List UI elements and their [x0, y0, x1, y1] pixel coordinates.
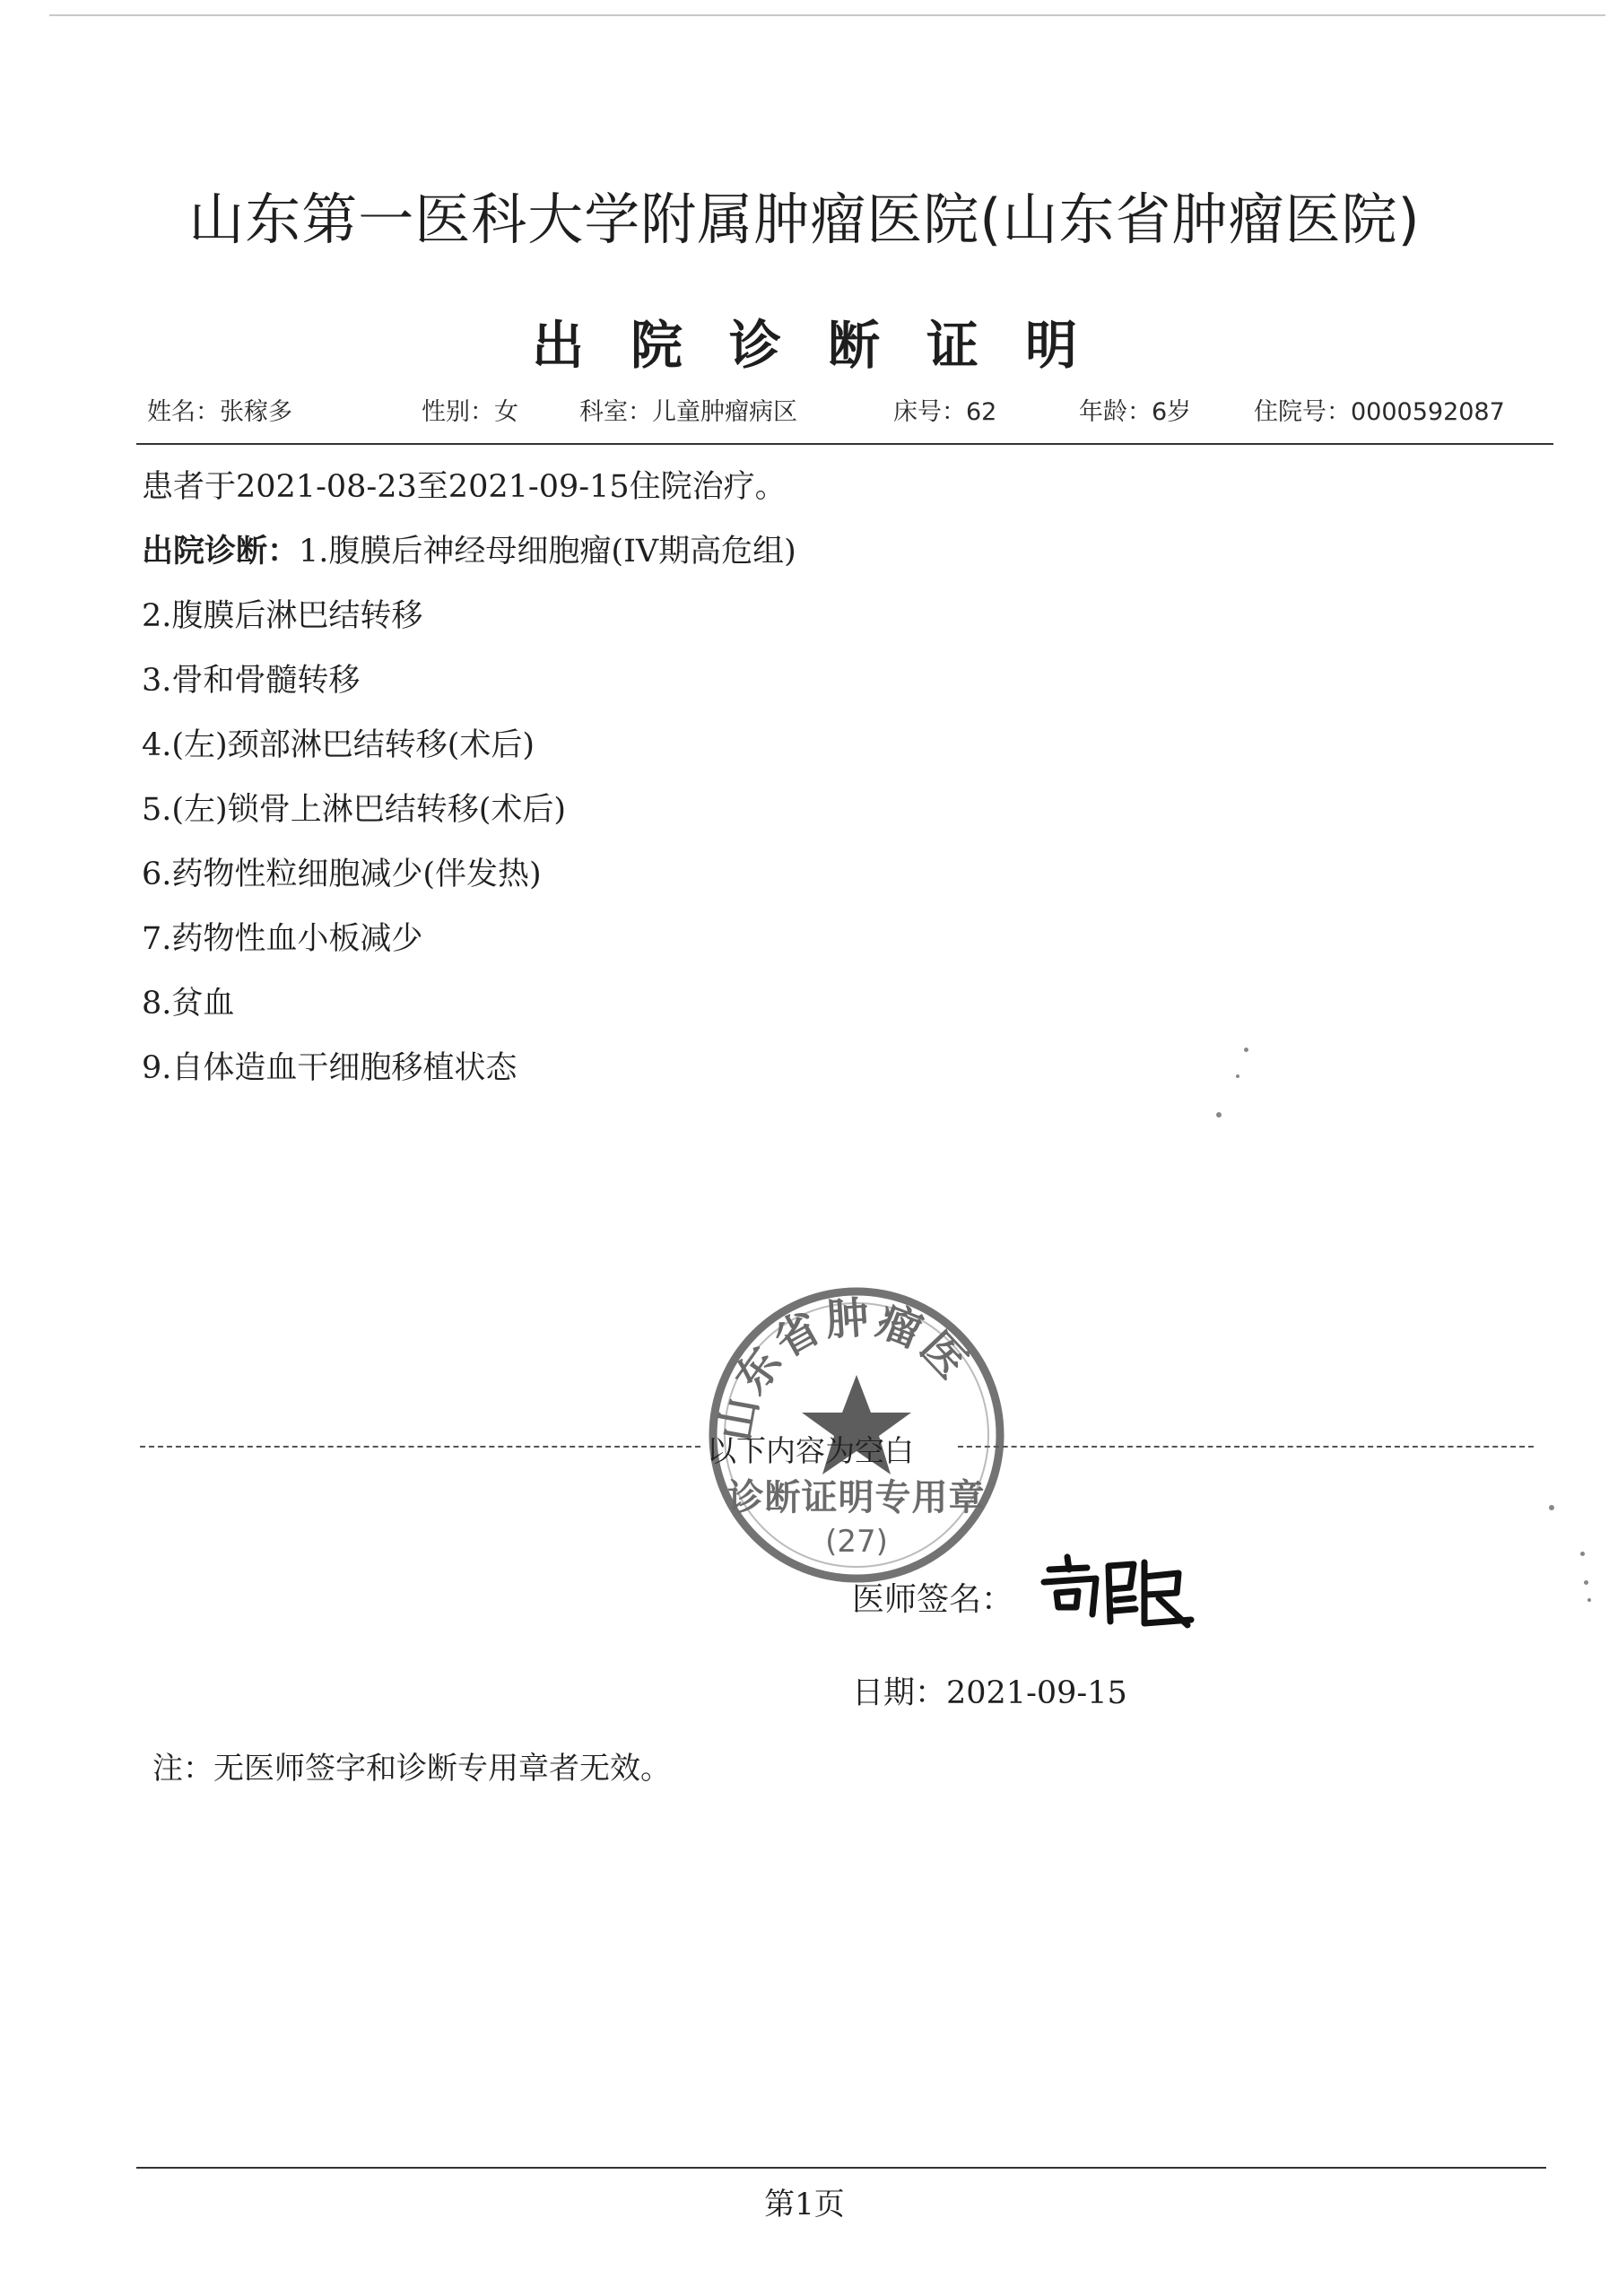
diagnosis-item: 7.药物性血小板减少	[142, 921, 423, 957]
scan-speck	[1244, 1048, 1248, 1052]
diagnosis-item: 9.自体造血干细胞移植状态	[142, 1050, 517, 1086]
patient-name: 姓名：张稼多	[147, 398, 292, 426]
seal-number-text: (27)	[825, 1524, 888, 1560]
diagnosis-item: 2.腹膜后淋巴结转移	[142, 598, 423, 634]
patient-age: 年龄：6岁	[1079, 398, 1192, 426]
scan-speck	[1549, 1505, 1554, 1510]
blank-divider-left	[140, 1446, 700, 1448]
diagnosis-item: 4.(左)颈部淋巴结转移(术后)	[142, 727, 535, 763]
hospital-name: 山东第一医科大学附属肿瘤医院(山东省肿瘤医院)	[188, 187, 1421, 252]
hospital-stay-line: 患者于2021-08-23至2021-09-15住院治疗。	[142, 469, 787, 505]
scan-speck	[1587, 1598, 1591, 1602]
scan-speck	[1584, 1580, 1588, 1585]
diagnosis-item: 6.药物性粒细胞减少(伴发热)	[142, 857, 542, 892]
scan-speck	[1580, 1552, 1585, 1556]
document-title: 出院诊断证明	[531, 315, 1124, 376]
validity-note: 注：无医师签字和诊断专用章者无效。	[152, 1751, 671, 1787]
diagnosis-label: 出院诊断：	[142, 534, 300, 570]
diagnosis-line-1	[142, 526, 796, 571]
seal-purpose-text: 诊断证明专用章	[727, 1477, 986, 1518]
footer-divider	[136, 2167, 1546, 2169]
diagnosis-item: 1.腹膜后神经母细胞瘤(IV期高危组)	[299, 534, 796, 570]
scan-edge-line	[49, 14, 1605, 16]
blank-notice: 以下内容为空白	[707, 1433, 914, 1468]
patient-gender: 性别：女	[422, 398, 518, 426]
scan-speck	[1236, 1074, 1239, 1078]
seal-arc-text: 山东省肿瘤医	[709, 1292, 979, 1446]
doctor-handwritten-signature	[1033, 1552, 1204, 1632]
issue-date: 日期：2021-09-15	[852, 1675, 1127, 1711]
bed-number: 床号：62	[893, 398, 997, 426]
patient-department: 科室：儿童肿瘤病区	[579, 398, 797, 426]
diagnosis-item: 5.(左)锁骨上淋巴结转移(术后)	[142, 792, 567, 828]
blank-divider-right	[958, 1446, 1534, 1448]
signature-label: 医师签名：	[852, 1581, 1014, 1618]
page-number: 第1页	[764, 2187, 845, 2222]
admission-number: 住院号：0000592087	[1254, 398, 1505, 426]
header-divider	[136, 443, 1553, 445]
diagnosis-item: 3.骨和骨髓转移	[142, 663, 361, 699]
scan-speck	[1216, 1112, 1222, 1118]
diagnosis-item: 8.贫血	[142, 986, 235, 1022]
